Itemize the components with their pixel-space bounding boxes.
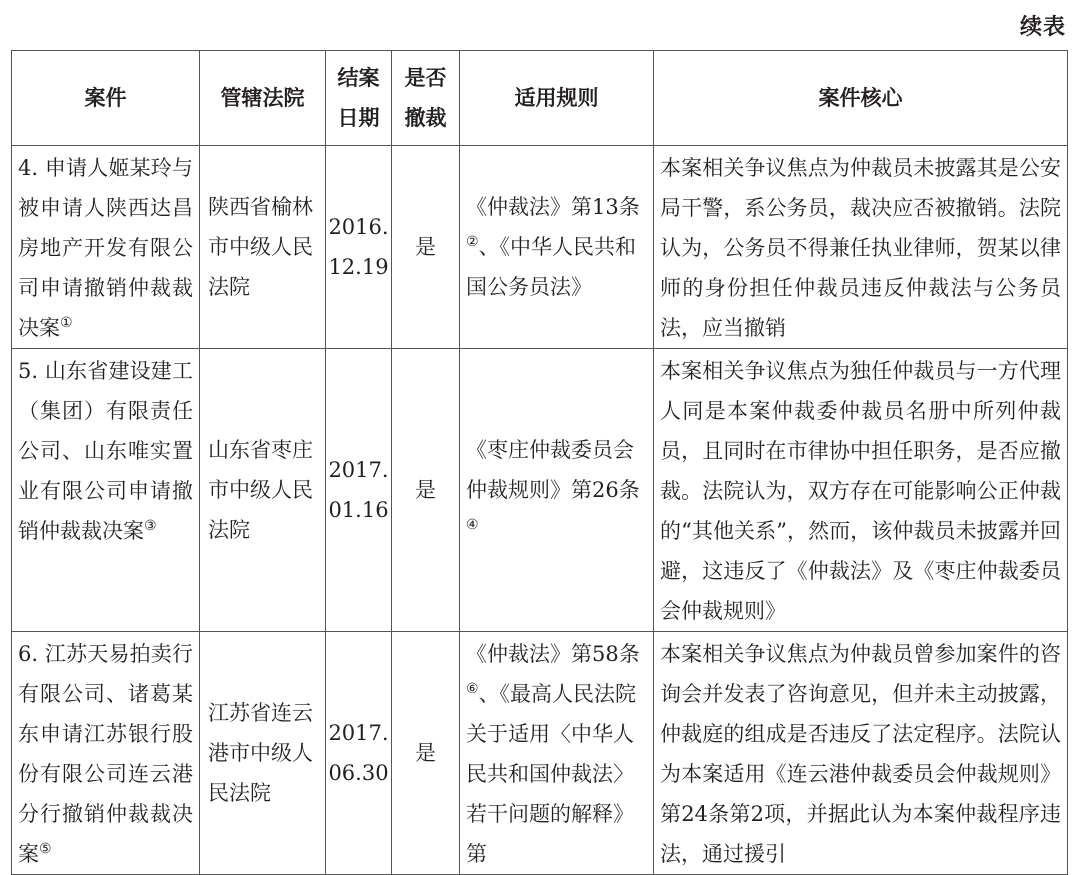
table-row [12,632,1068,875]
court-cell: 江苏省连云港市中级人民法院 [200,632,326,875]
court-cell: 山东省枣庄市中级人民法院 [200,349,326,632]
case-cell: 6. 江苏天易拍卖行有限公司、诸葛某东申请江苏银行股份有限公司连云港分行撤销仲裁裁决案⑤ [12,632,200,875]
rules-cell: 《仲裁法》第13条②、《中华人民共和国公务员法》 [460,146,654,349]
footnote-marker: ③ [144,518,157,534]
case-cell: 4. 申请人姬某玲与被申请人陕西达昌房地产开发有限公司申请撤销仲裁裁决案① [12,146,200,349]
header-core: 案件核心 [654,51,1068,146]
rules-cell: 《仲裁法》第58条⑥、《最高人民法院关于适用〈中华人民共和国仲裁法〉若干问题的解释》第 [460,632,654,875]
date-cell: 2017. 01.16 [326,349,392,632]
case-cell: 5. 山东省建设建工（集团）有限责任公司、山东唯实置业有限公司申请撤销仲裁裁决案③ [12,349,200,632]
continued-table-label: 续表 [1019,15,1066,40]
vacated-cell: 是 [392,349,460,632]
case-table [11,50,1068,875]
court-cell: 陕西省榆林市中级人民法院 [200,146,326,349]
header-vacated: 是否 撤裁 [392,51,460,146]
table-header-row [12,51,1068,146]
footnote-marker: ⑥ [466,681,479,697]
header-rules: 适用规则 [460,51,654,146]
footnote-marker: ① [60,315,73,331]
header-case: 案件 [12,51,200,146]
table-row [12,146,1068,349]
header-date: 结案 日期 [326,51,392,146]
vacated-cell: 是 [392,632,460,875]
header-court: 管辖法院 [200,51,326,146]
table-row [12,349,1068,632]
footnote-marker: ④ [466,517,479,533]
date-cell: 2016. 12.19 [326,146,392,349]
footnote-marker: ② [466,234,479,250]
core-cell: 本案相关争议焦点为独任仲裁员与一方代理人同是本案仲裁委仲裁员名册中所列仲裁员，且同时在市律协中担任职务，是否应撤裁。法院认为，双方存在可能影响公正仲裁的“其他关系”，然而，该仲裁员未披露并回避，这违反了《仲裁法》及《枣庄仲裁委员会仲裁规则》 [654,349,1068,632]
rules-cell: 《枣庄仲裁委员会仲裁规则》第26条④ [460,349,654,632]
footnote-marker: ⑤ [39,841,52,857]
date-cell: 2017. 06.30 [326,632,392,875]
vacated-cell: 是 [392,146,460,349]
core-cell: 本案相关争议焦点为仲裁员曾参加案件的咨询会并发表了咨询意见，但并未主动披露，仲裁庭的组成是否违反了法定程序。法院认为本案适用《连云港仲裁委员会仲裁规则》第24条第2项，并据此认为本案仲裁程序违法，通过援引 [654,632,1068,875]
core-cell: 本案相关争议焦点为仲裁员未披露其是公安局干警，系公务员，裁决应否被撤销。法院认为，公务员不得兼任执业律师，贺某以律师的身份担任仲裁员违反仲裁法与公务员法，应当撤销 [654,146,1068,349]
